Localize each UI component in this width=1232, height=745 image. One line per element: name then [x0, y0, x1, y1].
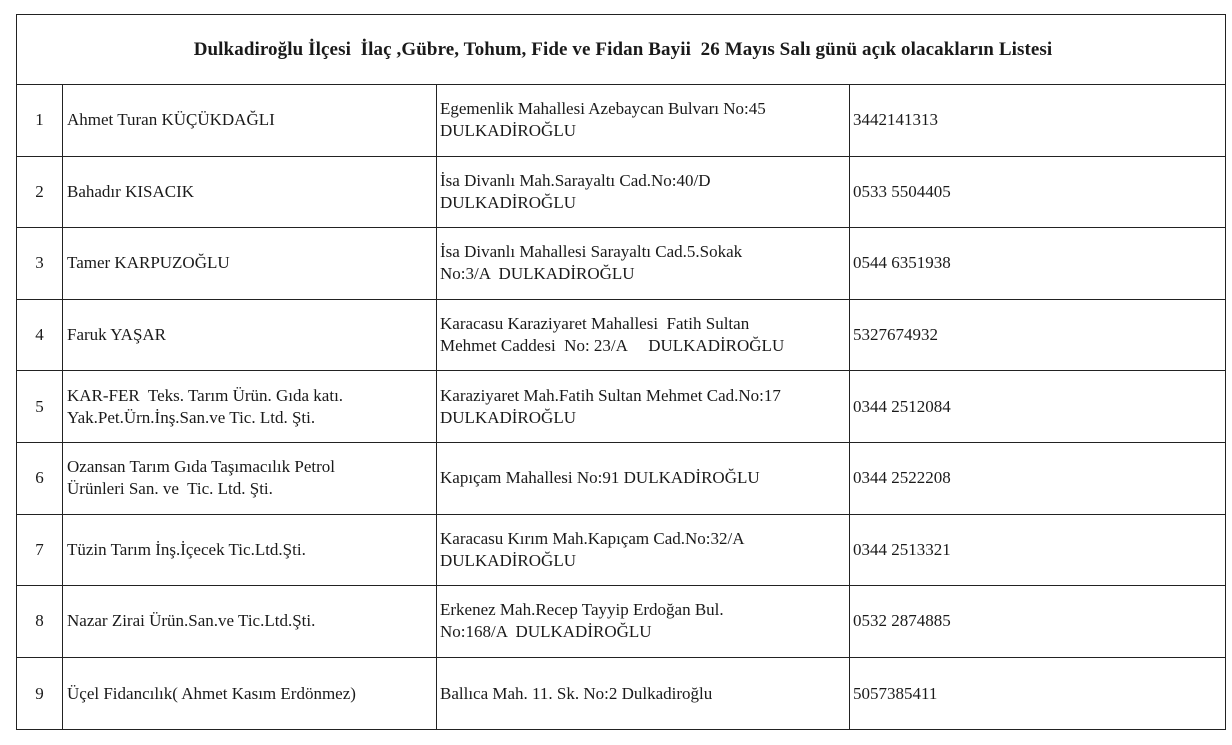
phone-number: 3442141313 — [853, 110, 938, 130]
business-name-cell — [63, 300, 437, 371]
business-name: KAR-FER Teks. Tarım Ürün. Gıda katı. Yak.Pet.Ürn.İnş.San.ve Tic. Ltd. Şti. — [67, 385, 344, 427]
table-row — [17, 515, 1225, 587]
address: Karacasu Karaziyaret Mahallesi Fatih Sultan Mehmet Caddesi No: 23/A DULKADİROĞLU — [440, 314, 785, 356]
phone-number: 0532 2874885 — [853, 611, 951, 631]
phone-number-cell — [850, 658, 1225, 730]
address-cell — [437, 586, 850, 657]
row-number-cell — [17, 300, 63, 371]
phone-number: 5057385411 — [853, 683, 938, 703]
row-number: 8 — [35, 611, 44, 631]
business-name: Üçel Fidancılık( Ahmet Kasım Erdönmez) — [67, 683, 356, 703]
phone-number: 5327674932 — [853, 325, 938, 345]
row-number-cell — [17, 371, 63, 442]
phone-number: 0544 6351938 — [853, 253, 951, 273]
address-cell — [437, 85, 850, 156]
row-number: 2 — [35, 181, 44, 201]
business-name: Tamer KARPUZOĞLU — [67, 253, 230, 273]
phone-number: 0533 5504405 — [853, 181, 951, 201]
address: Erkenez Mah.Recep Tayyip Erdoğan Bul. No:168/A DULKADİROĞLU — [440, 600, 724, 642]
table-row — [17, 443, 1225, 515]
phone-number-cell — [850, 228, 1225, 299]
row-number: 3 — [35, 253, 44, 273]
phone-number-cell — [850, 300, 1225, 371]
business-name: Ahmet Turan KÜÇÜKDAĞLI — [67, 110, 275, 130]
phone-number: 0344 2513321 — [853, 539, 951, 559]
table-row — [17, 157, 1225, 229]
business-name-cell — [63, 85, 437, 156]
row-number-cell — [17, 586, 63, 657]
business-name-cell — [63, 515, 437, 586]
address: Egemenlik Mahallesi Azebaycan Bulvarı No:45 DULKADİROĞLU — [440, 99, 766, 141]
row-number: 9 — [35, 683, 44, 703]
business-name-cell — [63, 443, 437, 514]
phone-number-cell — [850, 515, 1225, 586]
address-cell — [437, 658, 850, 730]
table-body — [17, 85, 1225, 729]
phone-number: 0344 2512084 — [853, 396, 951, 416]
address-cell — [437, 515, 850, 586]
address-cell — [437, 157, 850, 228]
phone-number-cell — [850, 586, 1225, 657]
address: Karacasu Kırım Mah.Kapıçam Cad.No:32/A DULKADİROĞLU — [440, 528, 745, 570]
phone-number-cell — [850, 443, 1225, 514]
table-row — [17, 300, 1225, 372]
table-row — [17, 658, 1225, 730]
row-number-cell — [17, 85, 63, 156]
row-number-cell — [17, 658, 63, 730]
address: Karaziyaret Mah.Fatih Sultan Mehmet Cad.No:17 DULKADİROĞLU — [440, 385, 781, 427]
business-name-cell — [63, 228, 437, 299]
address: İsa Divanlı Mah.Sarayaltı Cad.No:40/D DULKADİROĞLU — [440, 170, 711, 212]
address-cell — [437, 228, 850, 299]
row-number-cell — [17, 157, 63, 228]
title-row — [17, 15, 1225, 85]
business-name: Nazar Zirai Ürün.San.ve Tic.Ltd.Şti. — [67, 611, 316, 631]
row-number-cell — [17, 515, 63, 586]
document-title: Dulkadiroğlu İlçesi İlaç ,Gübre, Tohum, Fide ve Fidan Bayii 26 Mayıs Salı günü açık olacakların Listesi — [193, 38, 1053, 60]
row-number: 5 — [35, 396, 44, 416]
business-name-cell — [63, 371, 437, 442]
business-name: Bahadır KISACIK — [67, 181, 195, 201]
address-cell — [437, 443, 850, 514]
business-name-cell — [63, 658, 437, 730]
business-name-cell — [63, 157, 437, 228]
document-table — [16, 14, 1226, 730]
address: Kapıçam Mahallesi No:91 DULKADİROĞLU — [440, 468, 760, 488]
table-row — [17, 85, 1225, 157]
business-name: Ozansan Tarım Gıda Taşımacılık Petrol Ürünleri San. ve Tic. Ltd. Şti. — [67, 457, 335, 499]
table-row — [17, 371, 1225, 443]
table-row — [17, 228, 1225, 300]
row-number: 6 — [35, 468, 44, 488]
phone-number-cell — [850, 157, 1225, 228]
business-name: Faruk YAŞAR — [67, 325, 167, 345]
address-cell — [437, 300, 850, 371]
row-number: 7 — [35, 539, 44, 559]
business-name: Tüzin Tarım İnş.İçecek Tic.Ltd.Şti. — [67, 539, 306, 559]
address-cell — [437, 371, 850, 442]
phone-number-cell — [850, 371, 1225, 442]
table-row — [17, 586, 1225, 658]
address: İsa Divanlı Mahallesi Sarayaltı Cad.5.Sokak No:3/A DULKADİROĞLU — [440, 242, 743, 284]
business-name-cell — [63, 586, 437, 657]
row-number: 4 — [35, 325, 44, 345]
row-number-cell — [17, 228, 63, 299]
address: Ballıca Mah. 11. Sk. No:2 Dulkadiroğlu — [440, 683, 713, 703]
phone-number: 0344 2522208 — [853, 468, 951, 488]
phone-number-cell — [850, 85, 1225, 156]
row-number: 1 — [35, 110, 44, 130]
row-number-cell — [17, 443, 63, 514]
